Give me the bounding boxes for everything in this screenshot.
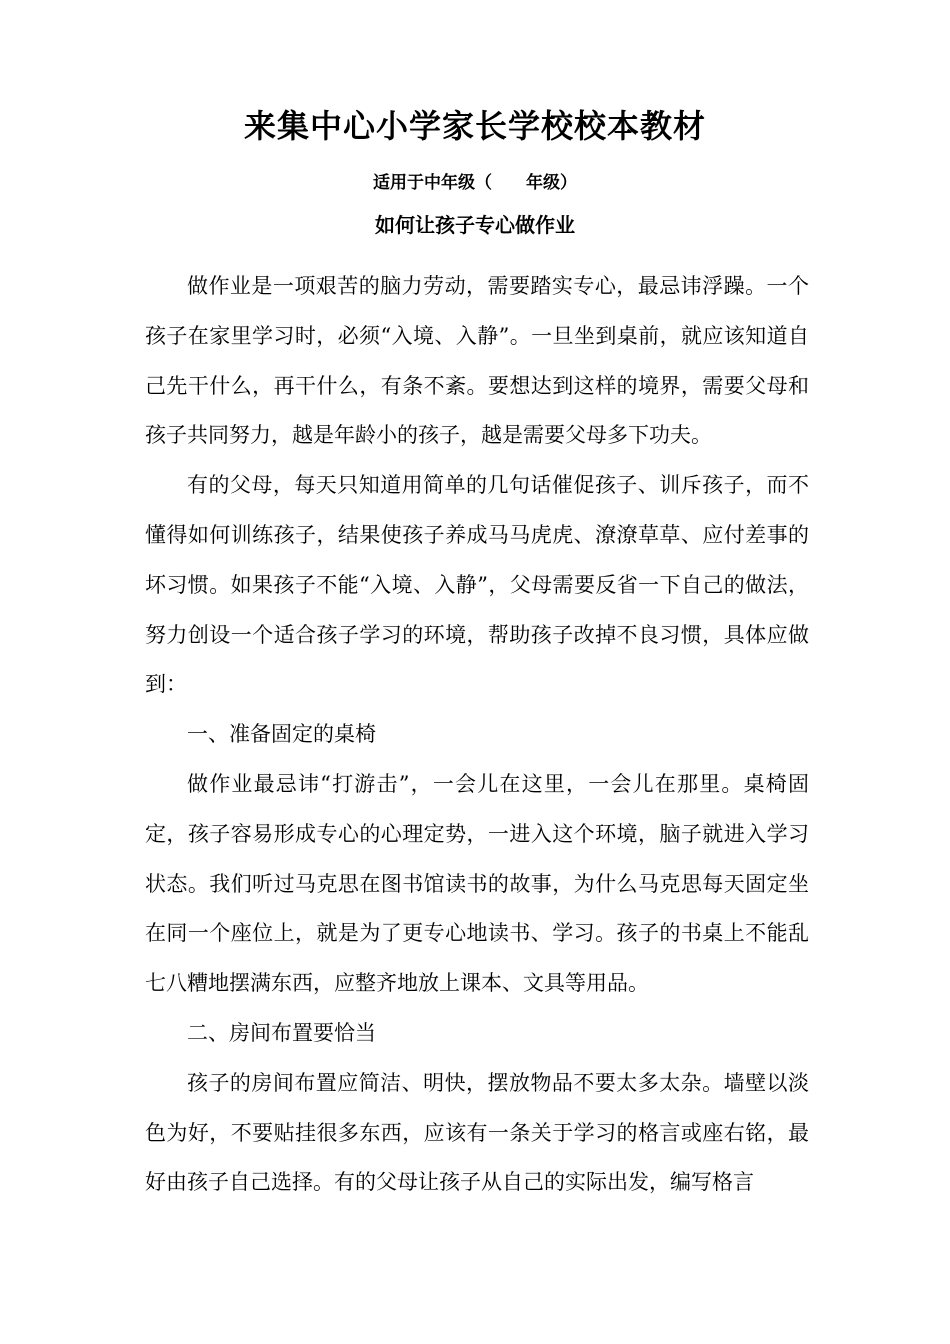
paragraph-intro: 做作业是一项艰苦的脑力劳动，需要踏实专心，最忌讳浮躁。一个孩子在家里学习时，必须“入境、入静”。一旦坐到桌前，就应该知道自己先干什么，再干什么，有条不紊。要想达到这样的境界，需要父母和孩子共同努力，越是年龄小的孩子，越是需要父母多下功夫。 (145, 274, 809, 448)
paragraph-room: 孩子的房间布置应简洁、明快，摆放物品不要太多太杂。墙壁以淡色为好，不要贴挂很多东西，应该有一条关于学习的格言或座右铭，最好由孩子自己选择。有的父母让孩子从自己的实际出发，编写格言 (145, 1070, 809, 1195)
grade-subtitle: 适用于中年级（ 年级） (373, 173, 577, 193)
paragraph-desk: 做作业最忌讳“打游击”，一会儿在这里，一会儿在那里。桌椅固定，孩子容易形成专心的心理定势，一进入这个环境，脑子就进入学习状态。我们听过马克思在图书馆读书的故事，为什么马克思每天固定坐在同一个座位上，就是为了更专心地读书、学习。孩子的书桌上不能乱七八糟地摆满东西，应整齐地放上课本、文具等用品。 (145, 771, 809, 996)
article-title: 如何让孩子专心做作业 (375, 213, 575, 237)
document-title: 来集中心小学家长学校校本教材 (243, 107, 706, 145)
section-heading-desk: 一、准备固定的桌椅 (187, 722, 376, 747)
article-body (145, 262, 809, 1208)
paragraph-parents: 有的父母，每天只知道用简单的几句话催促孩子、训斥孩子，而不懂得如何训练孩子，结果使孩子养成马马虎虎、潦潦草草、应付差事的坏习惯。如果孩子不能“入境、入静”，父母需要反省一下自己的做法，努力创设一个适合孩子学习的环境，帮助孩子改掉不良习惯，具体应做到： (145, 473, 809, 697)
section-heading-room: 二、房间布置要恰当 (187, 1020, 376, 1045)
